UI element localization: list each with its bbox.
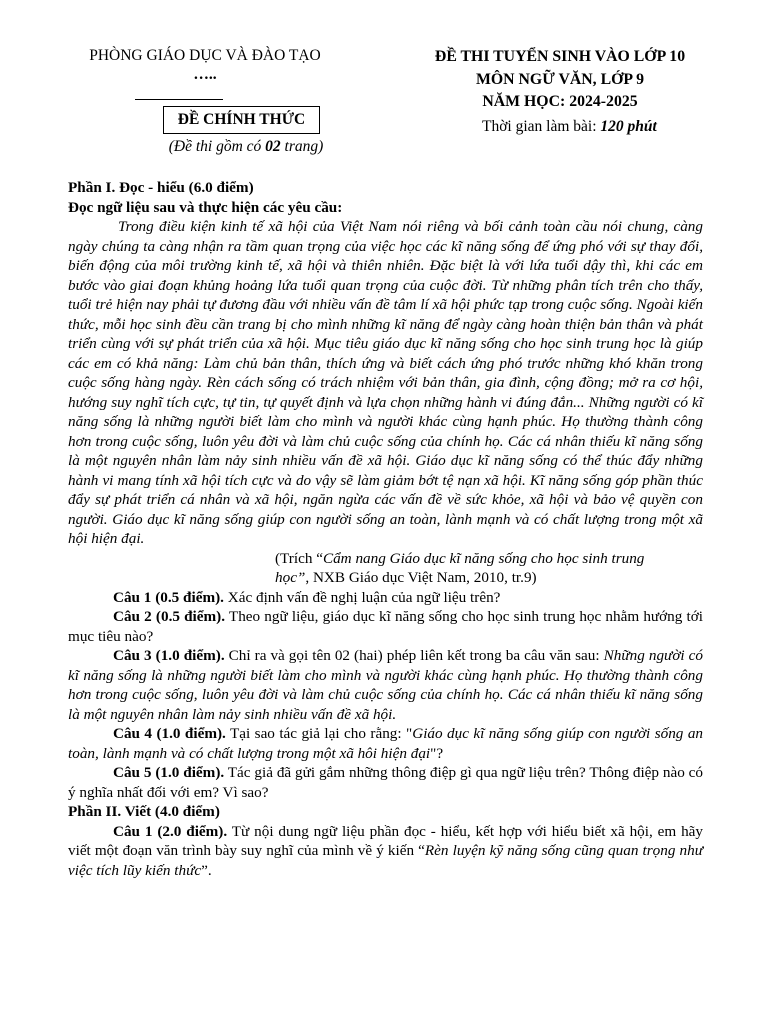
writing-question-1-label: Câu 1 (2.0 điểm).	[113, 822, 228, 840]
duration-value: 120 phút	[600, 118, 657, 135]
question-5-label: Câu 5 (1.0 điểm).	[113, 764, 225, 781]
pages-note-pre: (Đề thi gồm có	[168, 138, 266, 155]
question-1-text: Xác định vấn đề nghị luận của ngữ liệu trên?	[223, 588, 501, 606]
part1-heading: Phần I. Đọc - hiểu (6.0 điểm)	[68, 179, 254, 196]
header-left	[55, 46, 355, 84]
duration-label: Thời gian làm bài:	[482, 118, 601, 135]
question-1	[68, 588, 703, 608]
writing-question-1-text: Từ nội dung ngữ liệu phần đọc - hiểu, kết hợp với hiểu biết xã hội, em hãy viết một đoạn văn trình bày suy nghĩ của mình về ý kiến “	[68, 822, 703, 859]
department-name: PHÒNG GIÁO DỤC VÀ ĐÀO TẠO	[89, 47, 321, 64]
question-5	[68, 763, 703, 802]
part1-instruction: Đọc ngữ liệu sau và thực hiện các yêu cầu:	[68, 198, 343, 216]
question-4-label: Câu 4 (1.0 điểm).	[113, 725, 226, 742]
department-sub: …..	[193, 66, 217, 83]
question-2-label: Câu 2 (0.5 điểm).	[113, 608, 226, 625]
citation-post: , NXB Giáo dục Việt Nam, 2010, tr.9)	[305, 569, 537, 586]
pages-note	[140, 137, 352, 157]
question-4-quote: Giáo dục kĩ năng sống giúp con người sống an toàn, lành mạnh và có chất lượng trong một xã hôi hiện đại	[68, 725, 704, 762]
writing-question-1	[68, 822, 703, 881]
pages-note-post: trang)	[280, 138, 324, 155]
citation	[68, 549, 703, 588]
question-3-quote: Những người có kĩ năng sống là những người biết làm cho mình và người khác cùng hạnh phúc. Họ thường thành công hơn trong cuộc sống, luôn yêu đời và làm chủ cuộc sống của chính họ. Các cá nhân thiếu kĩ năng sống là một nguyên nhân làm nảy sinh nhiều vấn đề xã hội.	[68, 647, 704, 723]
question-1-label: Câu 1 (0.5 điểm).	[113, 588, 224, 606]
question-3	[68, 646, 703, 724]
question-4-end: "?	[430, 744, 444, 762]
school-year: NĂM HỌC: 2024-2025	[482, 93, 638, 110]
question-4	[68, 724, 703, 763]
pages-note-number: 02	[265, 138, 281, 155]
exam-content	[68, 178, 703, 880]
reading-passage: Trong điều kiện kinh tế xã hội của Việt Nam nói riêng và bối cảnh toàn cầu nói chung, càng ngày chúng ta càng nhận ra tầm quan trọng của việc học các kĩ năng sống để ứng phó với sự thay đổi, biến động của môi trường kinh tế, xã hội và thiên nhiên. Đặc biệt là với lứa tuổi dậy thì, khi các em bước vào giai đoạn khủng hoảng lứa tuổi quan trọng của cuộc đời. Từ những phân tích trên cho thấy, tuổi trẻ hiện nay phải tự đương đầu với nhiều vấn đề tâm lí xã hội phức tạp trong cuộc sống. Ngoài kiến thức, mỗi học sinh đều cần trang bị cho mình những kĩ năng để ngày càng hoàn thiện bản thân và phát triển cùng với sự phát triển của xã hội. Mục tiêu giáo dục kĩ năng sống cho học sinh trung học là giúp các em có khả năng: Làm chủ bản thân, thích ứng và biết cách ứng phó trước những khó khăn trong cuộc sống hàng ngày. Rèn cách sống có trách nhiệm với bản thân, gia đình, cộng đồng; mở ra cơ hội, hướng suy nghĩ tích cực, tự tin, tự quyết định và lựa chọn những hành vi đúng đắn... Những người có kĩ năng sống là những người biết làm cho mình và người khác cùng hạnh phúc. Họ thường thành công hơn trong cuộc sống, luôn yêu đời và làm chủ cuộc sống của chính họ. Các cá nhân thiếu kĩ năng sống là một nguyên nhân làm nảy sinh nhiều vấn đề xã hội. Giáo dục kĩ năng sống có thể thúc đẩy những hành vi mang tính xã hội tích cực và do vậy sẽ làm giảm bớt tệ nạn xã hội. Kĩ năng sống góp phần thúc đẩy sự phát triển cá nhân và xã hội, ngăn ngừa các vấn đề về sức khỏe, xã hội và bảo vệ quyền con người. Giáo dục kĩ năng sống giúp con người sống an toàn, lành mạnh và có chất lượng trong một xã hội hiện đại.	[68, 218, 703, 547]
part2-heading: Phần II. Viết (4.0 điểm)	[68, 803, 220, 820]
duration	[482, 117, 657, 137]
question-3-label: Câu 3 (1.0 điểm).	[113, 647, 225, 664]
writing-question-1-end: ”.	[201, 861, 212, 879]
official-label: ĐỀ CHÍNH THỨC	[163, 106, 320, 134]
citation-title: Cẩm nang Giáo dục kĩ năng sống cho học sinh trung học”	[275, 549, 645, 586]
citation-pre: (Trích “	[275, 549, 323, 567]
question-2	[68, 607, 703, 646]
header-right	[395, 46, 725, 114]
writing-question-1-quote: Rèn luyện kỹ năng sống cũng quan trọng như việc tích lũy kiến thức	[68, 842, 703, 879]
header-divider	[135, 99, 223, 100]
question-3-text: Chỉ ra và gọi tên 02 (hai) phép liên kết trong ba câu văn sau:	[224, 647, 604, 664]
question-4-text: Tại sao tác giả lại cho rằng: "	[225, 725, 413, 742]
exam-title: ĐỀ THI TUYỂN SINH VÀO LỚP 10	[434, 48, 686, 65]
question-2-text: Theo ngữ liệu, giáo dục kĩ năng sống cho học sinh trung học nhằm hướng tới mục tiêu nào?	[68, 608, 703, 645]
exam-subject: MÔN NGỮ VĂN, LỚP 9	[475, 70, 645, 88]
question-5-text: Tác giả đã gửi gắm những thông điệp gì qua ngữ liệu trên? Thông điệp nào có ý nghĩa nhất đối với em? Vì sao?	[68, 764, 704, 801]
